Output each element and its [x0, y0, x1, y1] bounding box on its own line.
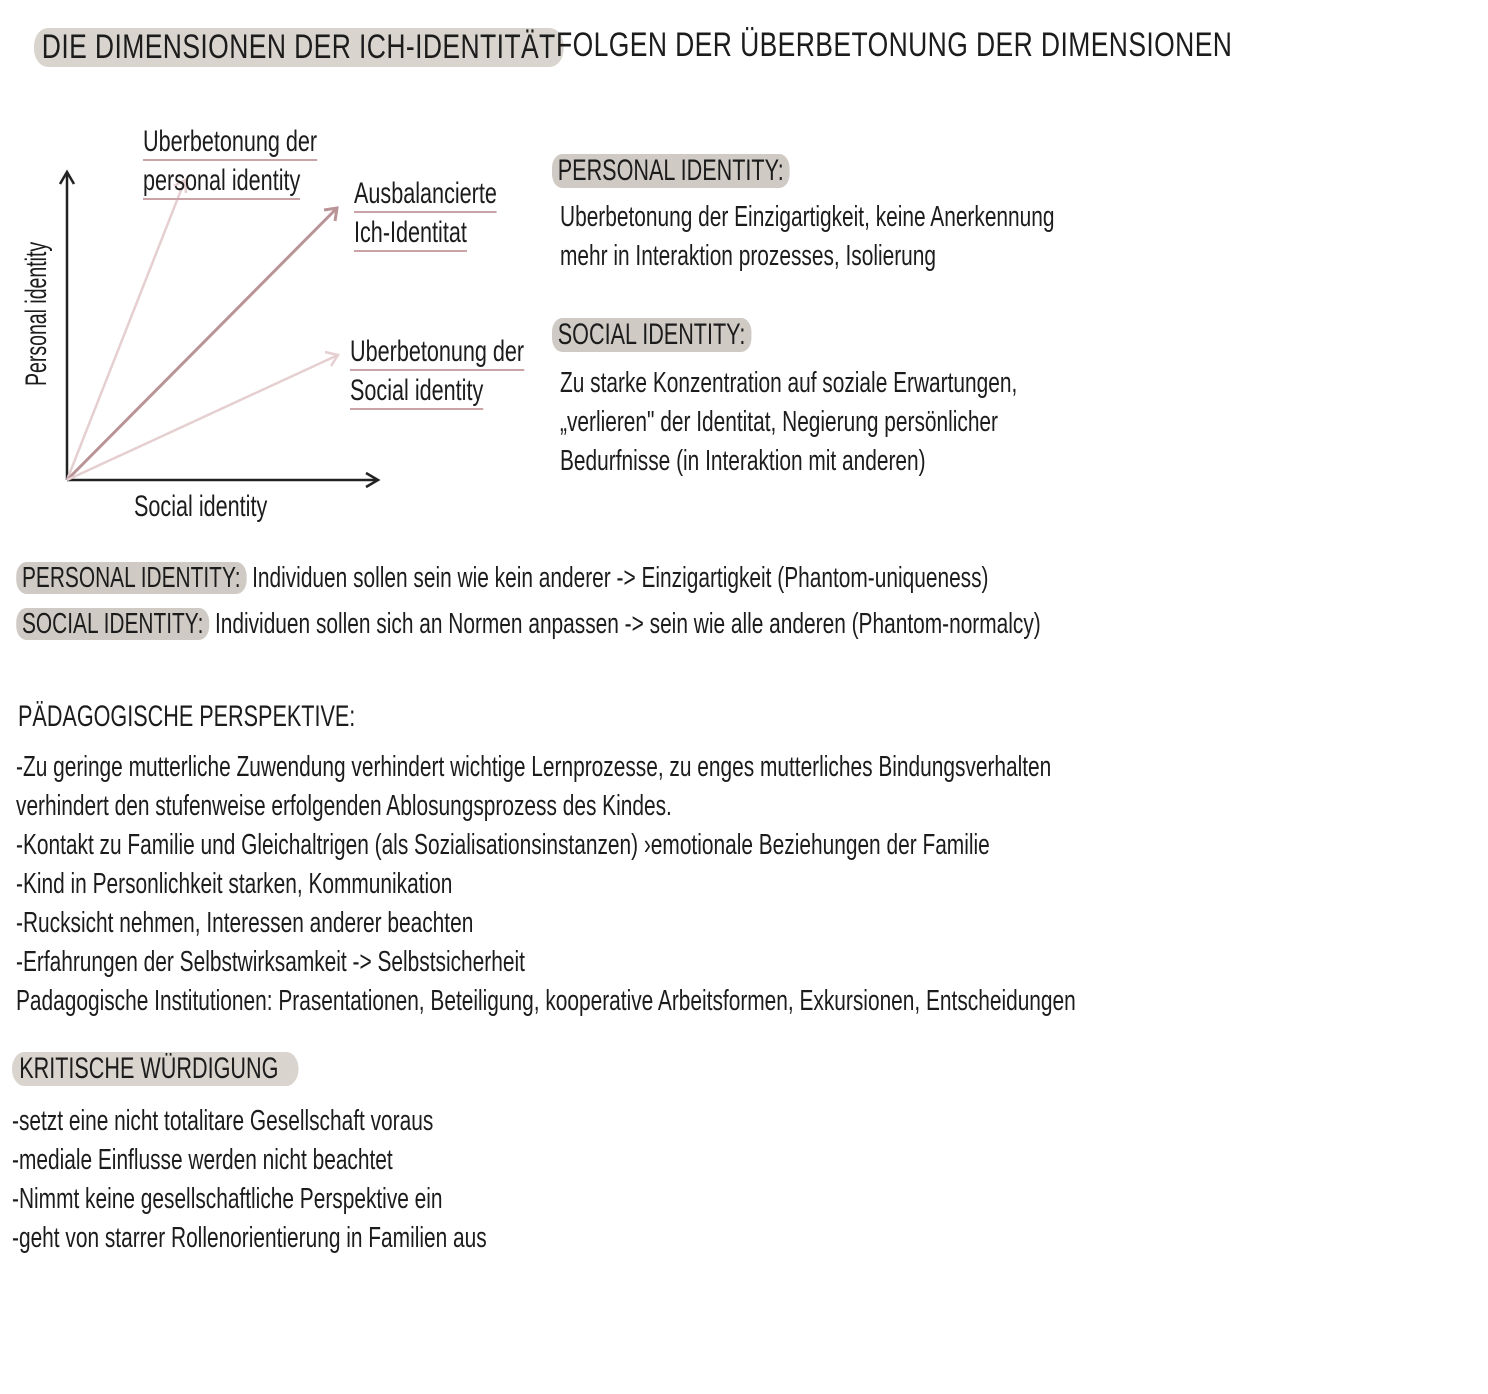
- y-axis-label: Personal identity: [20, 241, 53, 386]
- right-title: FOLGEN DER ÜBERBETONUNG DER DIMENSIONEN: [556, 26, 1233, 64]
- paedagogik-line: -Zu geringe mutterliche Zuwendung verhindert wichtige Lernprozesse, zu enges mutterliches Bindungsverhalten: [16, 751, 1052, 783]
- label-personal-overemphasis: Uberbetonung der personal identity: [143, 122, 385, 201]
- paedagogik-line: -Erfahrungen der Selbstwirksamkeit -> Selbstsicherheit: [16, 946, 525, 978]
- paedagogik-line: -Kontakt zu Familie und Gleichaltrigen (als Sozialisationsinstanzen) ›emotionale Beziehungen der Familie: [16, 829, 990, 861]
- paedagogik-list: [16, 748, 1488, 1021]
- label-balanced: Ausbalancierte Ich-Identitat: [354, 174, 552, 253]
- kritik-line: -setzt eine nicht totalitare Gesellschaft voraus: [12, 1105, 434, 1137]
- kritik-line: -geht von starrer Rollenorientierung in Familien aus: [12, 1222, 487, 1254]
- definition-social: SOCIAL IDENTITY: Individuen sollen sich an Normen anpassen -> sein wie alle anderen (Phantom-normalcy): [22, 608, 1437, 641]
- paedagogik-line: Padagogische Institutionen: Prasentationen, Beteiligung, kooperative Arbeitsformen, Exkursionen, Entscheidungen: [16, 985, 1076, 1017]
- x-axis-label: Social identity: [134, 490, 268, 523]
- social-identity-text: Zu starke Konzentration auf soziale Erwartungen, „verlieren" der Identitat, Negierung persönlicher Bedurfnisse (in Interaktion mit anderen): [560, 367, 1018, 477]
- paedagogik-line: -Rucksicht nehmen, Interessen anderer beachten: [16, 907, 474, 939]
- kritik-line: -mediale Einflusse werden nicht beachtet: [12, 1144, 393, 1176]
- left-title: DIE DIMENSIONEN DER ICH-IDENTITÄT: [34, 28, 713, 67]
- paedagogik-line: verhindert den stufenweise erfolgenden Ablosungsprozess des Kindes.: [16, 790, 672, 822]
- kritik-list: [12, 1102, 671, 1258]
- label-social-overemphasis: Uberbetonung der Social identity: [350, 332, 592, 411]
- arrow-balanced: [67, 208, 337, 480]
- kritik-heading: KRITISCHE WÜRDIGUNG: [12, 1052, 410, 1086]
- definition-personal: PERSONAL IDENTITY: Individuen sollen sein wie kein anderer -> Einzigartigkeit (Phantom-uniqueness): [22, 562, 1364, 595]
- paedagogik-line: -Kind in Personlichkeit starken, Kommunikation: [16, 868, 453, 900]
- personal-identity-text: Uberbetonung der Einzigartigkeit, keine Anerkennung mehr in Interaktion prozesses, Isolierung: [560, 201, 1055, 272]
- social-identity-heading: SOCIAL IDENTITY:: [560, 318, 829, 352]
- kritik-line: -Nimmt keine gesellschaftliche Perspektive ein: [12, 1183, 443, 1215]
- paedagogik-heading: PÄDAGOGISCHE PERSPEKTIVE:: [18, 700, 356, 733]
- personal-identity-heading: PERSONAL IDENTITY:: [560, 154, 882, 188]
